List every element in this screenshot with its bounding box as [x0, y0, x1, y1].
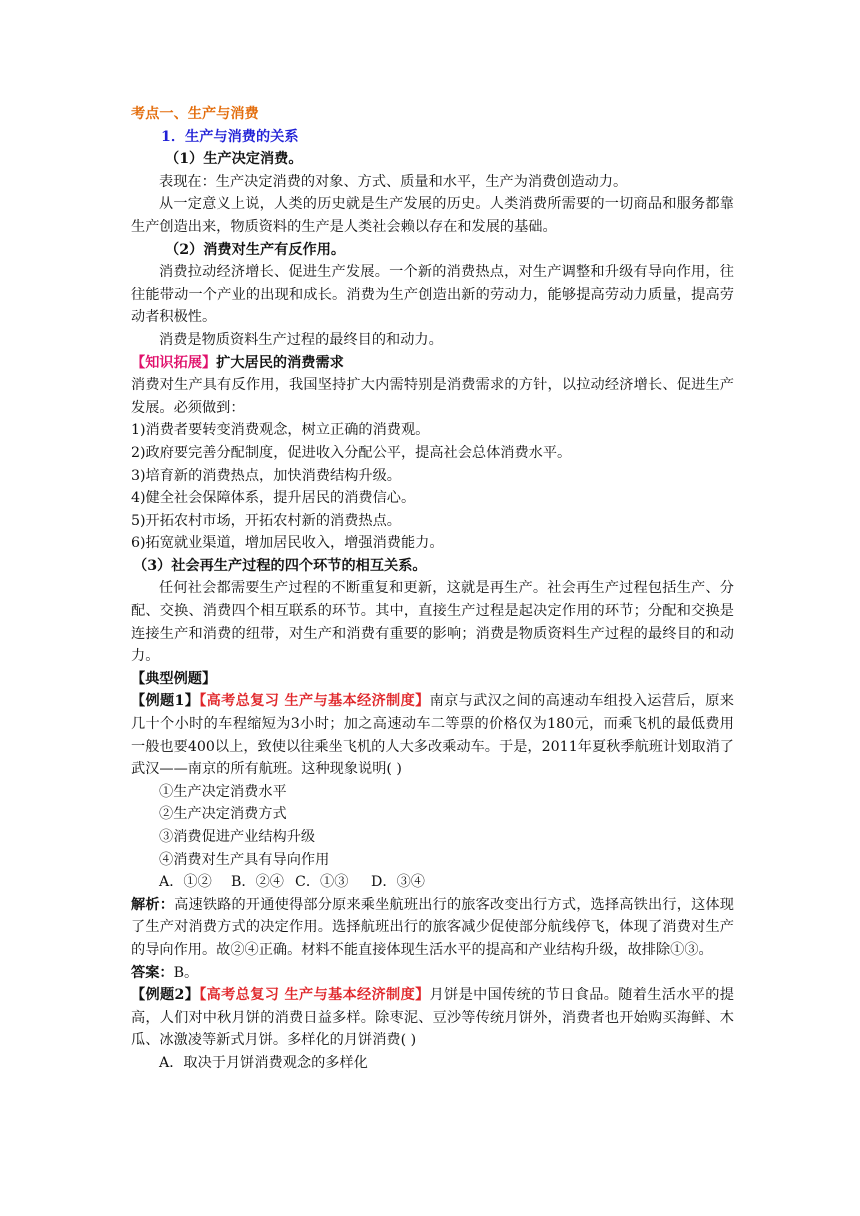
choice-item: ④消费对生产具有导向作用 — [159, 851, 330, 868]
example-2-stem — [131, 984, 734, 1052]
paragraph: 消费拉动经济增长、促进生产发展。一个新的消费热点，对生产调整和升级有导向作用，往往能带动一个产业的出现和成长。消费为生产创造出新的劳动力，能够提高劳动力质量，提高劳动者积极性。 — [131, 264, 734, 326]
extension-tag: 【知识拓展】 — [131, 354, 217, 371]
answer-label: 答案： — [131, 964, 174, 981]
list-item: 2)政府要完善分配制度，促进收入分配公平，提高社会总体消费水平。 — [131, 444, 572, 461]
answer-text: B。 — [173, 964, 199, 981]
list-item: 4)健全社会保障体系，提升居民的消费信心。 — [131, 490, 416, 507]
extension-title: 扩大居民的消费需求 — [216, 354, 344, 371]
answer — [131, 962, 734, 985]
paragraph: 任何社会都需要生产过程的不断重复和更新，这就是再生产。社会再生产过程包括生产、分配、交换、消费四个相互联系的环节。其中，直接生产过程是起决定作用的环节；分配和交换是连接生产和消费的纽带，对生产和消费有重要的影响；消费是物质资料生产过程的最终目的和动力。 — [131, 580, 734, 665]
example-tag: 【高考总复习 生产与基本经济制度】 — [199, 693, 430, 710]
option-d: D．③④ — [371, 874, 425, 891]
option-a: A．①② — [159, 874, 212, 891]
example-label: 【例题1】 — [131, 693, 200, 710]
example-label: 【例题2】 — [131, 987, 200, 1004]
knowledge-extension-heading — [131, 352, 734, 375]
heading-reproduction: （3）社会再生产过程的四个环节的相互关系。 — [133, 557, 427, 574]
list-item: 5)开拓农村市场，开拓农村新的消费热点。 — [131, 512, 401, 529]
subsection-title: 1．生产与消费的关系 — [161, 128, 299, 145]
list-item: 3)培育新的消费热点，加快消费结构升级。 — [131, 467, 401, 484]
answer-options — [131, 871, 734, 894]
option-a: A．取决于月饼消费观念的多样化 — [159, 1054, 368, 1071]
option-c: C．①③ — [295, 874, 349, 891]
example-text: 南京与武汉之间的高速动车组投入运营后，原来几十个小时的车程缩短为3小时；加之高速动车二等票的价格仅为180元，而乘飞机的最低费用一般也要400以上，致使以往乘坐飞机的人大多改乘动车。于是，2011年夏秋季航班计划取消了武汉——南京的所有航班。这种现象说明( ) — [131, 693, 734, 778]
paragraph: 从一定意义上说，人类的历史就是生产发展的历史。人类消费所需要的一切商品和服务都靠生产创造出来，物质资料的生产是人类社会赖以存在和发展的基础。 — [131, 196, 734, 235]
paragraph: 表现在：生产决定消费的对象、方式、质量和水平，生产为消费创造动力。 — [159, 173, 628, 190]
list-item: 1)消费者要转变消费观念，树立正确的消费观。 — [131, 422, 430, 439]
analysis-text: 高速铁路的开通使得部分原来乘坐航班出行的旅客改变出行方式，选择高铁出行，这体现了生产对消费方式的决定作用。选择航班出行的旅客减少促使部分航线停飞，体现了消费对生产的导向作用。故②④正确。材料不能直接体现生活水平的提高和产业结构升级，故排除①③。 — [131, 896, 734, 958]
heading-production-decides: （1）生产决定消费。 — [165, 151, 303, 168]
section-title: 考点一、生产与消费 — [131, 106, 259, 122]
analysis-label: 解析： — [131, 896, 175, 913]
heading-consumption-reacts: （2）消费对生产有反作用。 — [165, 241, 346, 258]
option-b: B．②④ — [231, 874, 284, 891]
choice-item: ③消费促进产业结构升级 — [159, 829, 316, 845]
example-tag: 【高考总复习 生产与基本经济制度】 — [199, 987, 430, 1004]
document-content — [131, 103, 734, 1075]
typical-examples-title: 【典型例题】 — [131, 670, 217, 687]
choice-item: ①生产决定消费水平 — [159, 783, 287, 800]
paragraph: 消费对生产具有反作用，我国坚持扩大内需特别是消费需求的方针，以拉动经济增长、促进生产发展。必须做到： — [131, 377, 734, 416]
choice-item: ②生产决定消费方式 — [159, 806, 287, 823]
example-1-stem — [131, 690, 734, 780]
paragraph: 消费是物质资料生产过程的最终目的和动力。 — [159, 331, 443, 348]
analysis — [131, 894, 734, 962]
list-item: 6)拓宽就业渠道，增加居民收入，增强消费能力。 — [131, 535, 444, 552]
example-text: 月饼是中国传统的节日食品。随着生活水平的提高，人们对中秋月饼的消费日益多样。除枣泥、豆沙等传统月饼外，消费者也开始购买海鲜、木瓜、冰激凌等新式月饼。多样化的月饼消费( ) — [131, 987, 734, 1049]
